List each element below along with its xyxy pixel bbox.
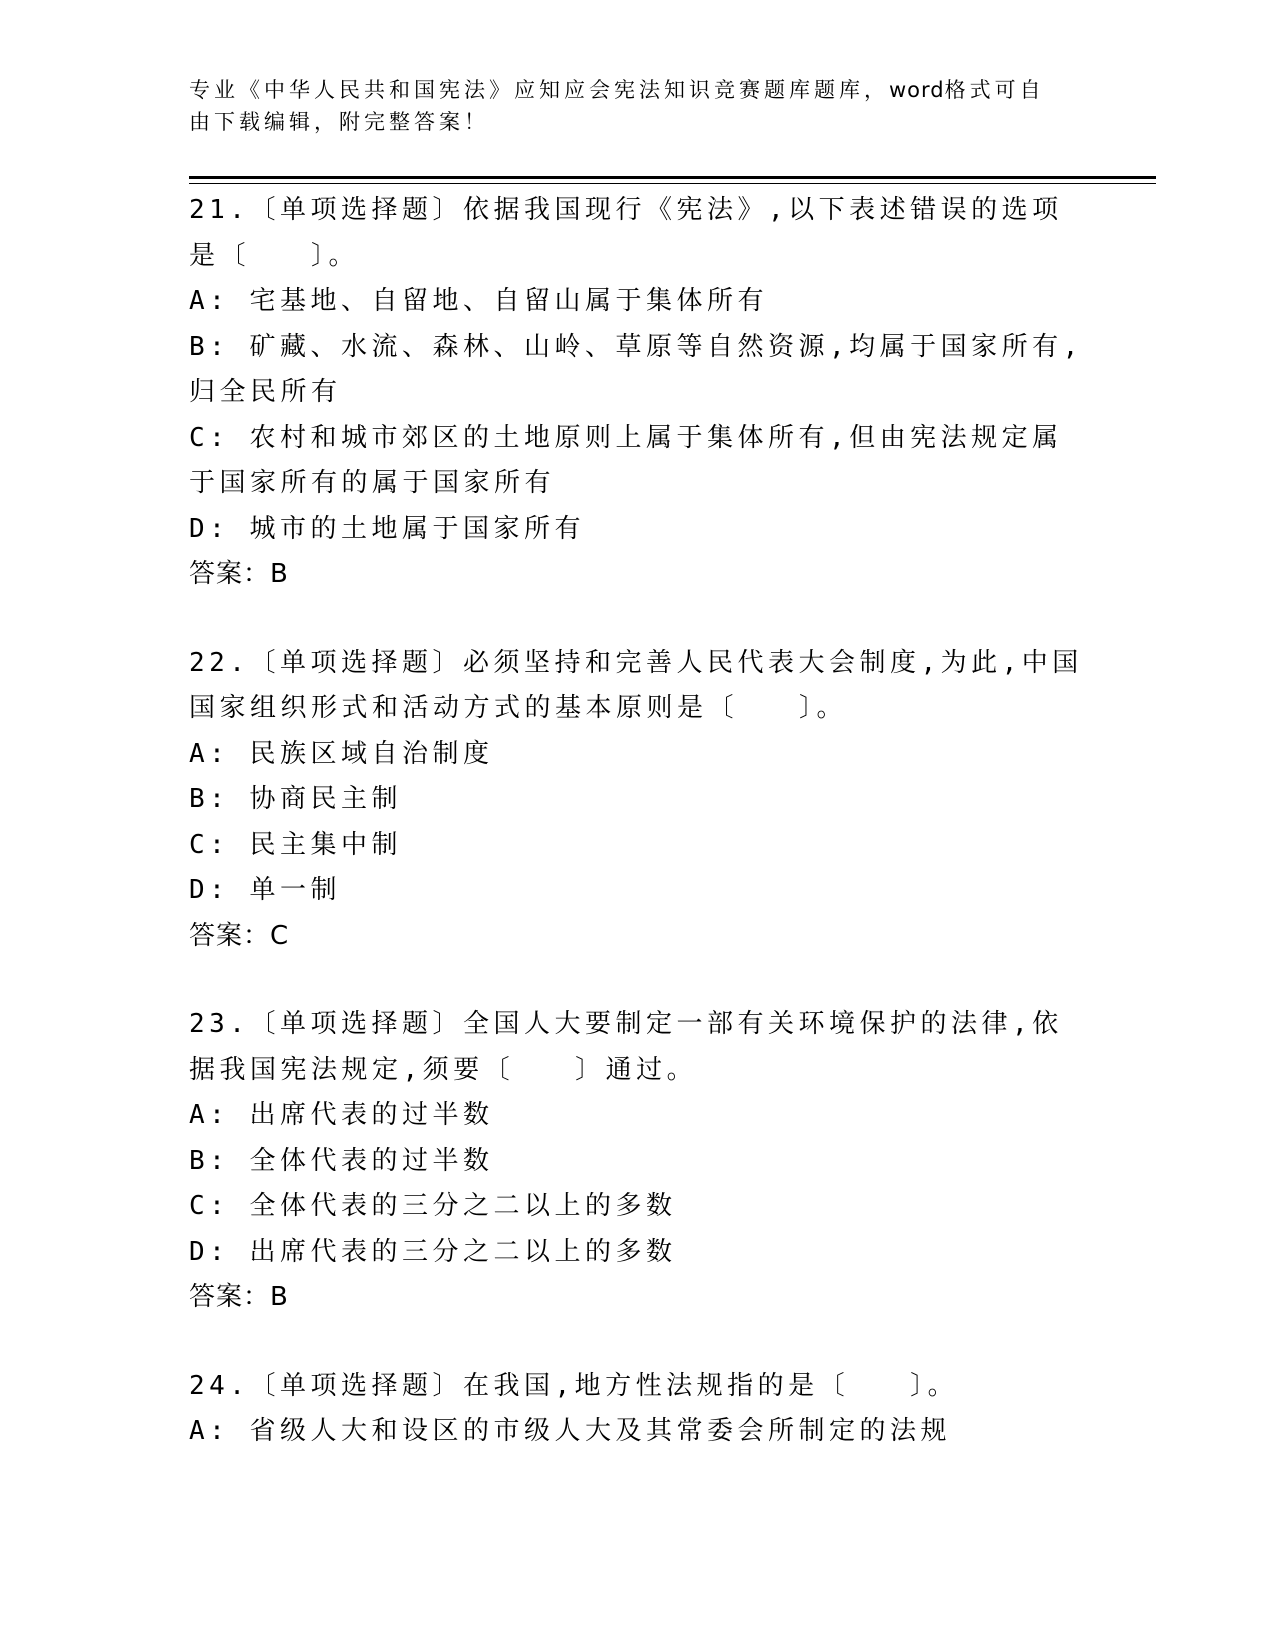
- header-word: word: [889, 78, 945, 102]
- option-d: D: 单一制: [189, 875, 341, 905]
- option-a: A: 民族区域自治制度: [189, 738, 494, 769]
- question-text: 24.〔单项选择题〕在我国,地方性法规指的是〔 〕。: [189, 1370, 959, 1401]
- header-rule-thin: [189, 183, 1156, 184]
- option-a: A: 宅基地、自留地、自留山属于集体所有: [189, 286, 768, 316]
- answer: 答案：B: [189, 559, 289, 589]
- question-24: [189, 1364, 1089, 1455]
- question-23: [189, 1002, 1089, 1321]
- option-a: A: 省级人大和设区的市级人大及其常委会所制定的法规: [189, 1416, 951, 1446]
- header-rule-thick: [189, 176, 1156, 179]
- option-d: D: 出席代表的三分之二以上的多数: [189, 1236, 677, 1267]
- question-text: 22.〔单项选择题〕必须坚持和完善人民代表大会制度,为此,中国国家组织形式和活动方式的基本原则是〔 〕。: [189, 647, 1083, 723]
- header-text-after: 格式可自由下载编辑，附完整答案！: [189, 78, 1045, 134]
- option-c: C: 农村和城市郊区的土地原则上属于集体所有,但由宪法规定属于国家所有的属于国家所有: [189, 422, 1063, 498]
- option-b: B: 全体代表的过半数: [189, 1145, 494, 1176]
- question-text: 21.〔单项选择题〕依据我国现行《宪法》,以下表述错误的选项是〔 〕。: [189, 195, 1063, 271]
- answer: 答案：C: [189, 920, 290, 951]
- question-text: 23.〔单项选择题〕全国人大要制定一部有关环境保护的法律,依据我国宪法规定,须要〔 〕通过。: [189, 1009, 1063, 1085]
- question-22: [189, 641, 1089, 960]
- header-text-before: 专业《中华人民共和国宪法》应知应会宪法知识竞赛题库题库，: [189, 78, 889, 102]
- option-c: C: 全体代表的三分之二以上的多数: [189, 1191, 677, 1221]
- option-b: B: 矿藏、水流、森林、山岭、草原等自然资源,均属于国家所有,归全民所有: [189, 331, 1083, 407]
- option-d: D: 城市的土地属于国家所有: [189, 513, 585, 544]
- question-21: [189, 188, 1089, 598]
- answer: 答案：B: [189, 1282, 289, 1312]
- question-list: [189, 188, 1089, 1498]
- option-a: A: 出席代表的过半数: [189, 1100, 494, 1130]
- document-header: [189, 74, 1069, 138]
- option-c: C: 民主集中制: [189, 829, 402, 860]
- option-b: B: 协商民主制: [189, 784, 402, 814]
